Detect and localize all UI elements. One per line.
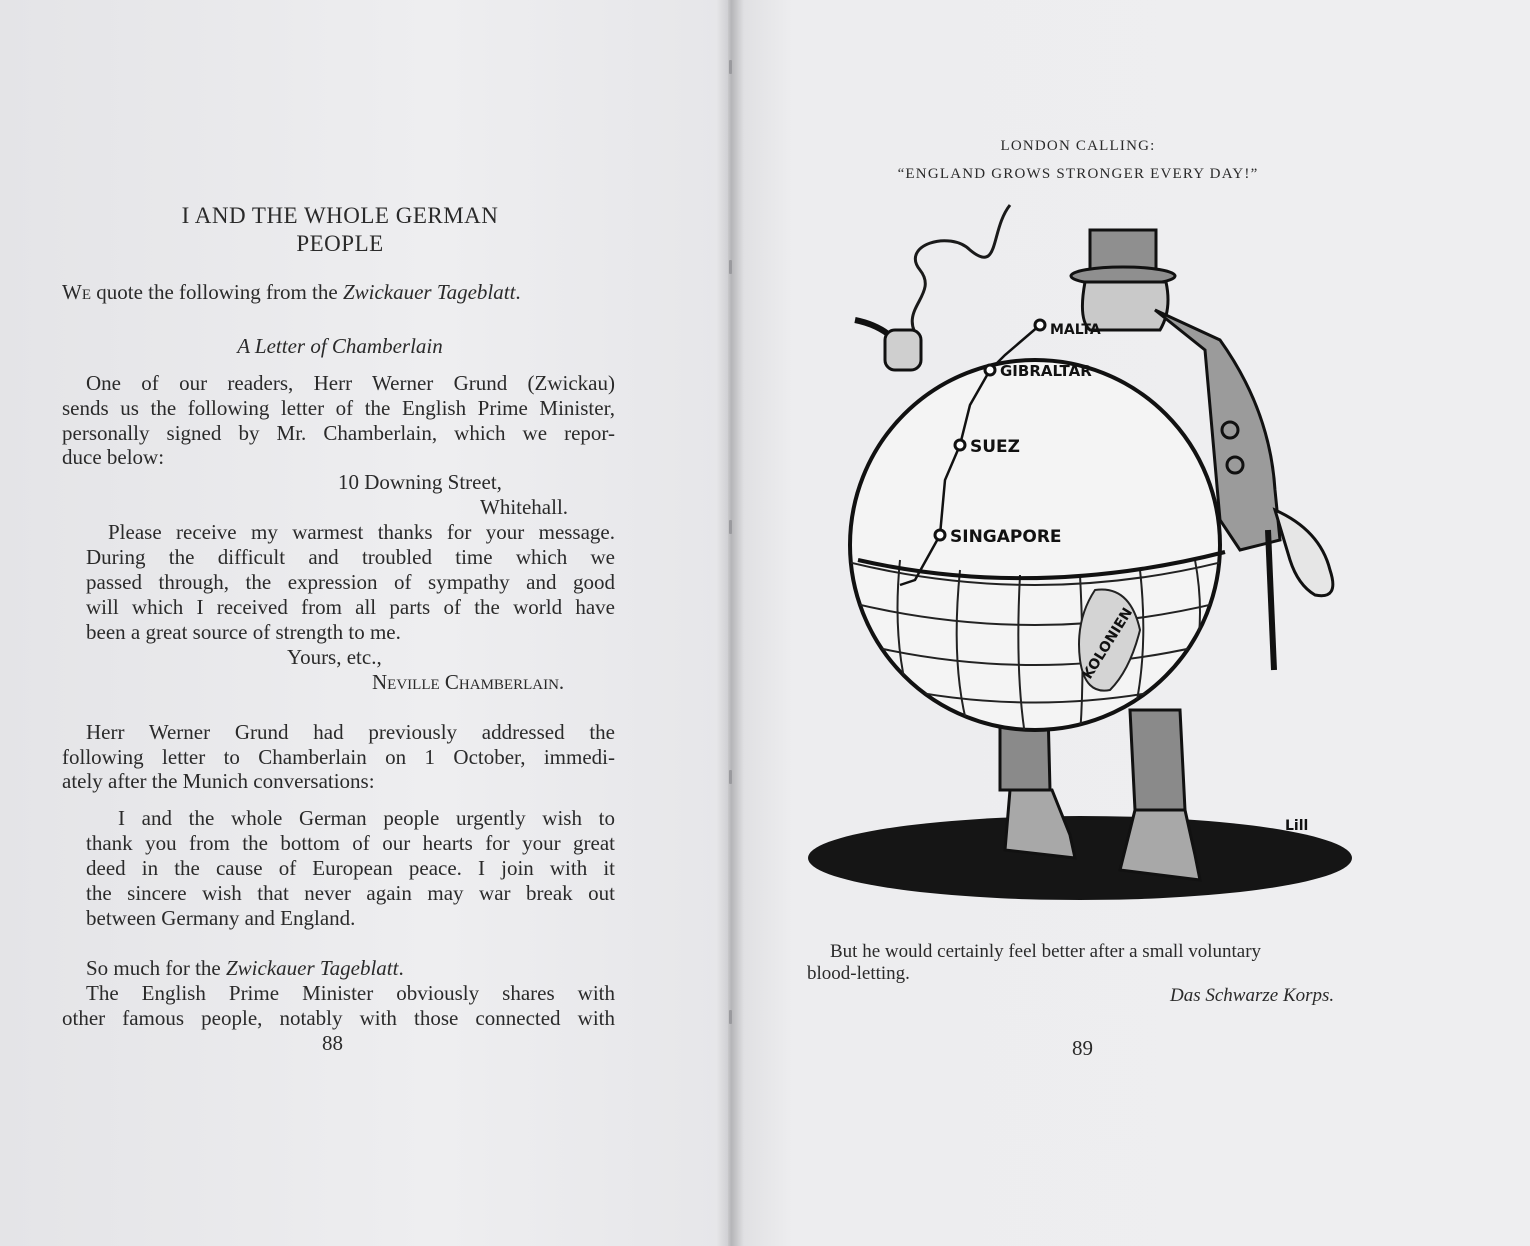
text-line: Please receive my warmest thanks for your message. — [108, 520, 615, 544]
text-line: ately after the Munich conversations: — [62, 769, 375, 793]
text-line: following letter to Chamberlain on 1 October, immedi- — [62, 745, 615, 769]
binding-stitch — [729, 770, 732, 784]
boot-icon — [1120, 810, 1200, 880]
intro-end: . — [515, 280, 521, 304]
text-line: deed in the cause of European peace. I join with it — [86, 856, 615, 880]
text-line: passed through, the expression of sympathy and good — [86, 570, 615, 594]
letter-closing: Yours, etc., — [287, 645, 382, 669]
text-line: During the difficult and troubled time which we — [86, 545, 615, 569]
letter-address-line-1: 10 Downing Street, — [338, 470, 502, 494]
text-line: sends us the following letter of the English Prime Minister, — [62, 396, 615, 420]
so-much-source: Zwickauer Tageblatt — [225, 956, 399, 980]
hand-icon — [1275, 510, 1333, 596]
chapter-title-line-1: I AND THE WHOLE GERMAN — [181, 203, 499, 228]
letter-address-line-2: Whitehall. — [480, 495, 569, 519]
text-line: will which I received from all parts of the world have — [86, 595, 615, 619]
text-line: I and the whole German people urgently wish to — [118, 806, 615, 830]
book-gutter — [716, 0, 744, 1246]
intro-source: Zwickauer Tageblatt — [342, 280, 516, 304]
letter-subheading: A Letter of Chamberlain — [237, 334, 443, 358]
caption-line-2: blood-letting. — [807, 963, 910, 984]
page-number-right: 89 — [1072, 1036, 1093, 1060]
text-line: The English Prime Minister obviously shares with — [86, 981, 615, 1005]
text-line: been a great source of strength to me. — [86, 620, 401, 644]
pipe-bowl — [885, 330, 921, 370]
text-line: thank you from the bottom of our hearts for your great — [86, 831, 615, 855]
smoke-icon — [912, 205, 1010, 340]
page-number-left: 88 — [322, 1031, 343, 1055]
boot-icon — [1005, 790, 1075, 858]
binding-stitch — [729, 60, 732, 74]
text-line: duce below: — [62, 445, 165, 469]
intro-we: We — [62, 280, 91, 304]
text-line: Herr Werner Grund had previously addressed the — [86, 720, 615, 744]
cartoon-source: Das Schwarze Korps. — [1170, 985, 1335, 1006]
label-malta: MALTA — [1050, 322, 1101, 338]
text-line: One of our readers, Herr Werner Grund (Zwickau) — [86, 371, 615, 395]
artist-signature: Lill — [1285, 818, 1309, 834]
intro-paragraph — [62, 280, 521, 305]
cartoon-illustration — [800, 190, 1360, 900]
cartoon-heading-line-2: “ENGLAND GROWS STRONGER EVERY DAY!” — [897, 166, 1259, 182]
so-much-prefix: So much for the — [86, 956, 226, 980]
intro-text: quote the following from the — [90, 280, 343, 304]
chapter-title — [60, 202, 620, 258]
text-line: between Germany and England. — [86, 906, 356, 930]
label-gibraltar: GIBRALTAR — [1000, 362, 1092, 380]
route-stop-icon — [1035, 320, 1045, 330]
ground-shadow — [808, 816, 1352, 900]
paragraph-so-much — [86, 956, 404, 981]
leg-icon — [1130, 710, 1185, 810]
cartoon-heading-line-1: LONDON CALLING: — [1000, 138, 1156, 154]
binding-stitch — [729, 1010, 732, 1024]
route-stop-icon — [985, 365, 995, 375]
route-stop-icon — [935, 530, 945, 540]
route-stop-icon — [955, 440, 965, 450]
caption-line-1: But he would certainly feel better after a small voluntary — [830, 941, 1262, 962]
binding-stitch — [729, 260, 732, 274]
text-line: other famous people, notably with those connected with — [62, 1006, 615, 1030]
so-much-end: . — [398, 956, 404, 980]
text-line: personally signed by Mr. Chamberlain, which we repor- — [62, 421, 615, 445]
text-line: the sincere wish that never again may war break out — [86, 881, 615, 905]
label-suez: SUEZ — [970, 437, 1020, 457]
letter-signature: Neville Chamberlain. — [372, 670, 565, 694]
binding-stitch — [729, 520, 732, 534]
label-singapore: SINGAPORE — [950, 527, 1062, 547]
label-kolonien: KOLONIEN — [1079, 605, 1137, 683]
chapter-title-line-2: PEOPLE — [296, 231, 384, 256]
umbrella-icon — [1268, 530, 1274, 670]
